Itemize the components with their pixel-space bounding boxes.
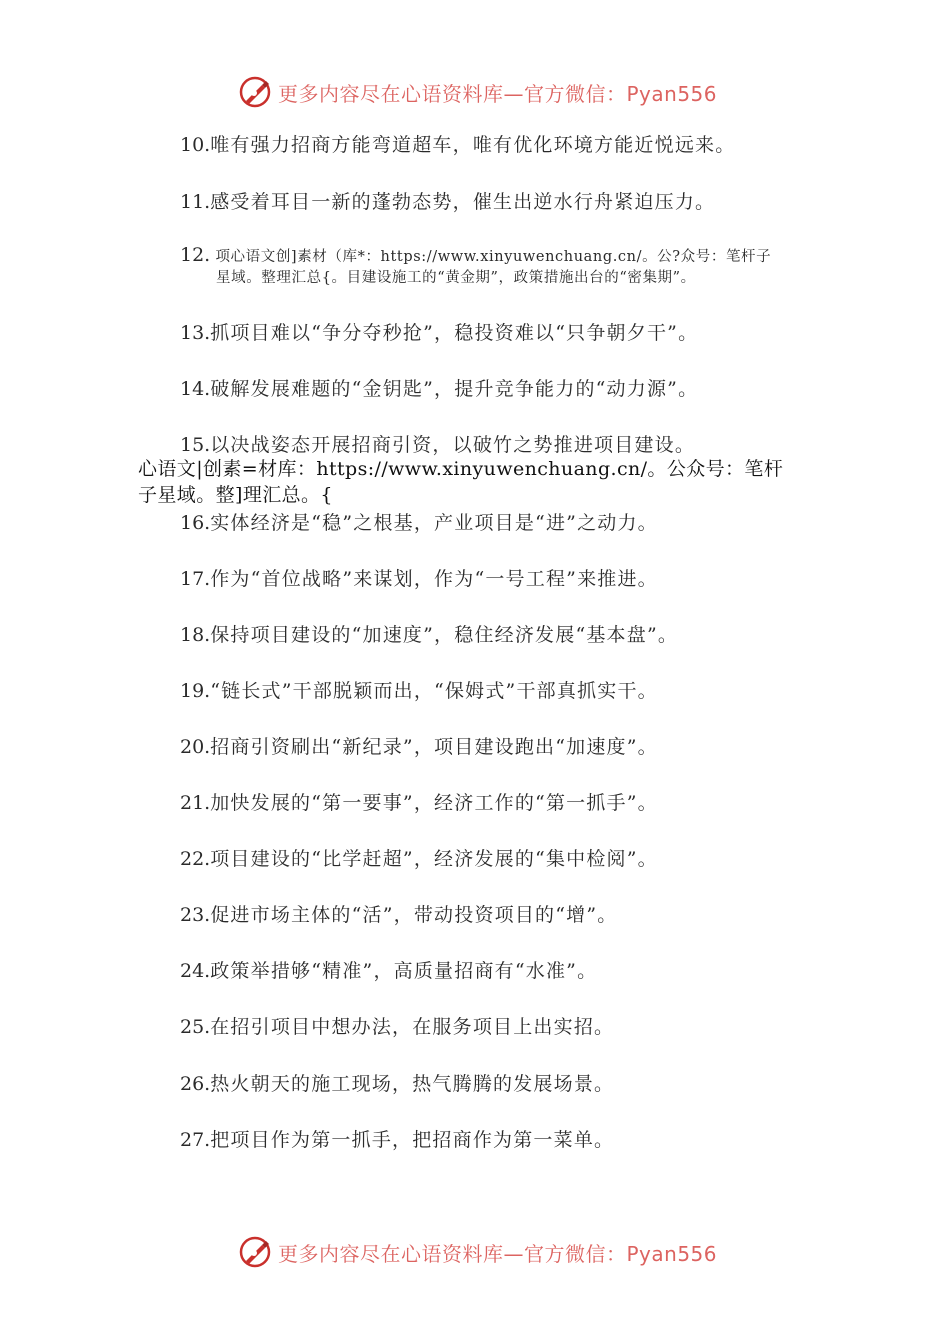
footer-banner [0,1232,950,1272]
list-item: 27.把项目作为第一抓手，把招商作为第一菜单。 [180,1129,615,1151]
list-item: 15.以决战姿态开展招商引资，以破竹之势推进项目建设。 [180,434,696,456]
banner-text: 更多内容尽在心语资料库—官方微信：Pyan556 [278,1241,718,1266]
list-item: 11.感受着耳目一新的蓬勃态势，催生出逆水行舟紧迫压力。 [180,191,716,213]
list-item: 10.唯有强力招商方能弯道超车，唯有优化环境方能近悦远来。 [180,134,736,156]
list-item: 26.热火朝天的施工现场，热气腾腾的发展场景。 [180,1073,615,1095]
list-item: 18.保持项目建设的“加速度”，稳住经济发展“基本盘”。 [180,624,679,646]
watermark-text: 心语文|创素=材库：https://www.xinyuwenchuang.cn/。公众号：笔杆 子星域。整]理汇总。{ [138,458,784,506]
list-item: 17.作为“首位战略”来谋划，作为“一号工程”来推进。 [180,568,658,590]
list-item: 23.促进市场主体的“活”，带动投资项目的“增”。 [180,904,618,926]
pen-logo-icon [238,75,272,109]
list-item: 19.“链长式”干部脱颖而出，“保姆式”干部真抓实干。 [180,680,658,702]
list-item: 22.项目建设的“比学赶超”，经济发展的“集中检阅”。 [180,848,658,870]
list-item: 14.破解发展难题的“金钥匙”，提升竞争能力的“动力源”。 [180,378,699,400]
list-item: 12. 项心语文创]素材（库*：https://www.xinyuwenchuang.cn/。公?众号：笔杆子 星域。整理汇总{。目建设施工的“黄金期”，政策措施出台的“密集期”。 [180,244,772,286]
list-item: 24.政策举措够“精准”，高质量招商有“水准”。 [180,960,598,982]
list-item: 13.抓项目难以“争分夺秒抢”，稳投资难以“只争朝夕干”。 [180,322,699,344]
banner-text: 更多内容尽在心语资料库—官方微信：Pyan556 [278,81,718,106]
list-item: 25.在招引项目中想办法，在服务项目上出实招。 [180,1016,615,1038]
list-item: 21.加快发展的“第一要事”，经济工作的“第一抓手”。 [180,792,658,814]
list-item: 20.招商引资刷出“新纪录”，项目建设跑出“加速度”。 [180,736,658,758]
pen-logo-icon [238,1235,272,1269]
header-banner [0,72,950,112]
list-item: 16.实体经济是“稳”之根基，产业项目是“进”之动力。 [180,512,658,534]
